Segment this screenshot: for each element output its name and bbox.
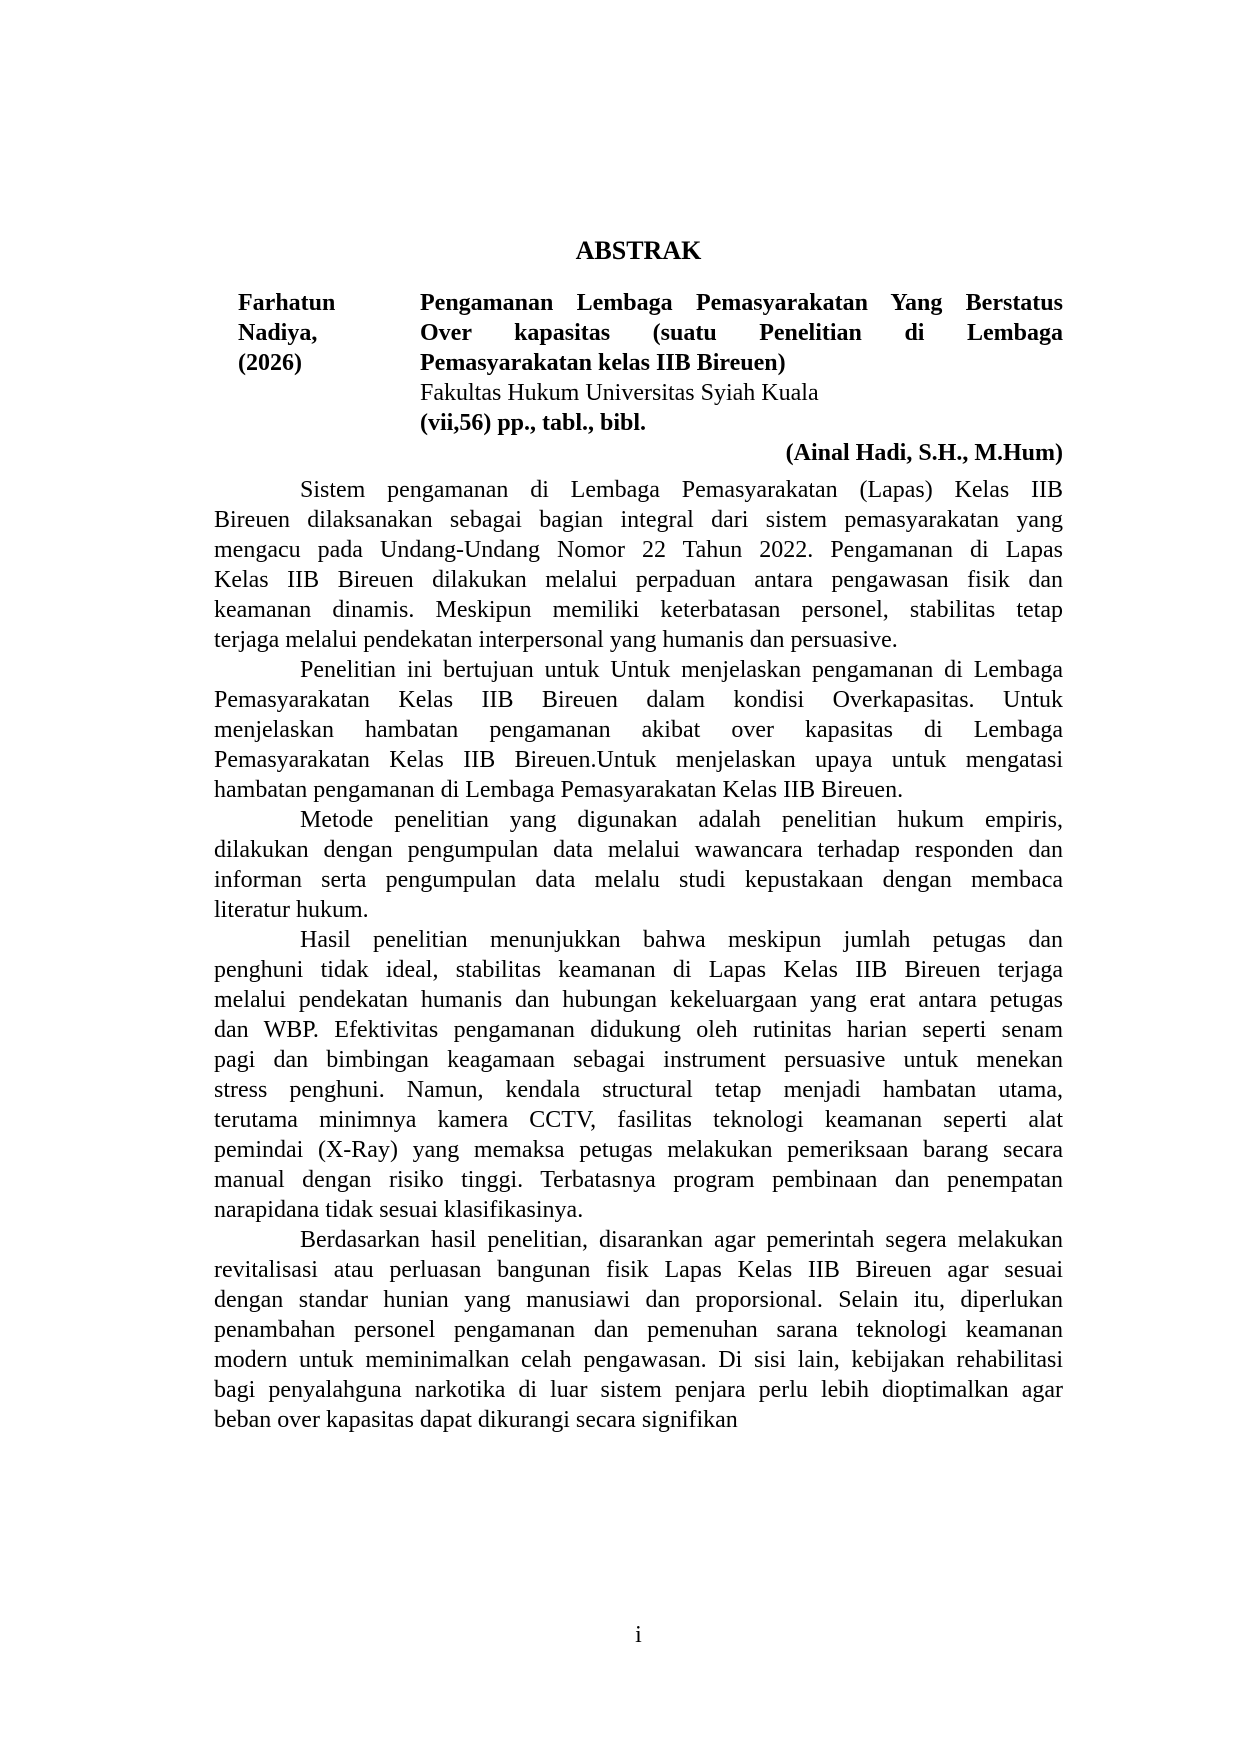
paragraph-line: Pemasyarakatan Kelas IIB Bireuen.Untuk menjelaskan upaya untuk mengatasi <box>214 747 1063 773</box>
paragraph-line: stress penghuni. Namun, kendala structural tetap menjadi hambatan utama, <box>214 1077 1063 1103</box>
paragraph-line: informan serta pengumpulan data melalu studi kepustakaan dengan membaca <box>214 867 1063 893</box>
abstract-paragraph <box>214 805 1063 925</box>
paragraph-line: Penelitian ini bertujuan untuk Untuk menjelaskan pengamanan di Lembaga <box>300 657 1063 683</box>
paragraph-line: bagi penyalahguna narkotika di luar sistem penjara perlu lebih dioptimalkan agar <box>214 1377 1063 1403</box>
paragraph-line: terjaga melalui pendekatan interpersonal yang humanis dan persuasive. <box>214 627 898 653</box>
abstract-header <box>214 288 1063 438</box>
paragraph-line: Pemasyarakatan Kelas IIB Bireuen dalam kondisi Overkapasitas. Untuk <box>214 687 1063 713</box>
paragraph-line: Sistem pengamanan di Lembaga Pemasyarakatan (Lapas) Kelas IIB <box>300 477 1063 503</box>
author-block <box>238 288 420 378</box>
advisor-name: (Ainal Hadi, S.H., M.Hum) <box>785 440 1063 466</box>
paragraph-line: modern untuk meminimalkan celah pengawasan. Di sisi lain, kebijakan rehabilitasi <box>214 1347 1063 1373</box>
thesis-title-line: Pengamanan Lembaga Pemasyarakatan Yang Berstatus <box>420 290 1063 316</box>
paragraph-line: dilakukan dengan pengumpulan data melalui wawancara terhadap responden dan <box>214 837 1063 863</box>
paragraph-line: beban over kapasitas dapat dikurangi secara signifikan <box>214 1407 738 1433</box>
paragraph-line: terutama minimnya kamera CCTV, fasilitas teknologi keamanan seperti alat <box>214 1107 1063 1133</box>
abstract-paragraph <box>214 475 1063 655</box>
faculty-line: Fakultas Hukum Universitas Syiah Kuala <box>420 380 819 406</box>
paragraph-line: dan WBP. Efektivitas pengamanan didukung oleh rutinitas harian seperti senam <box>214 1017 1063 1043</box>
paragraph-line: keamanan dinamis. Meskipun memiliki keterbatasan personel, stabilitas tetap <box>214 597 1063 623</box>
paragraph-line: mengacu pada Undang-Undang Nomor 22 Tahun 2022. Pengamanan di Lapas <box>214 537 1063 563</box>
pagination-note: (vii,56) pp., tabl., bibl. <box>420 410 647 436</box>
paragraph-line: Berdasarkan hasil penelitian, disarankan agar pemerintah segera melakukan <box>300 1227 1063 1253</box>
abstract-content <box>214 236 1063 1435</box>
paragraph-line: pemindai (X-Ray) yang memaksa petugas melakukan pemeriksaan barang secara <box>214 1137 1063 1163</box>
paragraph-line: hambatan pengamanan di Lembaga Pemasyarakatan Kelas IIB Bireuen. <box>214 777 904 803</box>
paragraph-line: narapidana tidak sesuai klasifikasinya. <box>214 1197 584 1223</box>
thesis-title-line: Pemasyarakatan kelas IIB Bireuen) <box>420 350 786 376</box>
thesis-title-line: Over kapasitas (suatu Penelitian di Lembaga <box>420 320 1063 346</box>
paragraph-line: penghuni tidak ideal, stabilitas keamanan di Lapas Kelas IIB Bireuen terjaga <box>214 957 1063 983</box>
abstract-paragraph <box>214 1225 1063 1435</box>
abstract-body <box>214 475 1063 1435</box>
paragraph-line: Metode penelitian yang digunakan adalah penelitian hukum empiris, <box>300 807 1063 833</box>
abstract-paragraph <box>214 655 1063 805</box>
paragraph-line: Kelas IIB Bireuen dilakukan melalui perpaduan antara pengawasan fisik dan <box>214 567 1063 593</box>
abstract-paragraph <box>214 925 1063 1225</box>
author-line: Farhatun <box>238 290 336 316</box>
paragraph-line: menjelaskan hambatan pengamanan akibat over kapasitas di Lembaga <box>214 717 1063 743</box>
author-line: (2026) <box>238 350 302 376</box>
paragraph-line: Bireuen dilaksanakan sebagai bagian integral dari sistem pemasyarakatan yang <box>214 507 1063 533</box>
paragraph-line: dengan standar hunian yang manusiawi dan proporsional. Selain itu, diperlukan <box>214 1287 1063 1313</box>
paragraph-line: manual dengan risiko tinggi. Terbatasnya program pembinaan dan penempatan <box>214 1167 1063 1193</box>
thesis-title <box>420 288 1063 378</box>
title-block <box>420 288 1063 438</box>
abstract-heading: ABSTRAK <box>575 236 702 265</box>
paragraph-line: Hasil penelitian menunjukkan bahwa meskipun jumlah petugas dan <box>300 927 1063 953</box>
paragraph-line: revitalisasi atau perluasan bangunan fisik Lapas Kelas IIB Bireuen agar sesuai <box>214 1257 1063 1283</box>
paragraph-line: melalui pendekatan humanis dan hubungan kekeluargaan yang erat antara petugas <box>214 987 1063 1013</box>
paragraph-line: literatur hukum. <box>214 897 369 923</box>
author-line: Nadiya, <box>238 320 318 346</box>
paragraph-line: penambahan personel pengamanan dan pemenuhan sarana teknologi keamanan <box>214 1317 1063 1343</box>
paragraph-line: pagi dan bimbingan keagamaan sebagai instrument persuasive untuk menekan <box>214 1047 1063 1073</box>
page-number: i <box>635 1622 642 1648</box>
